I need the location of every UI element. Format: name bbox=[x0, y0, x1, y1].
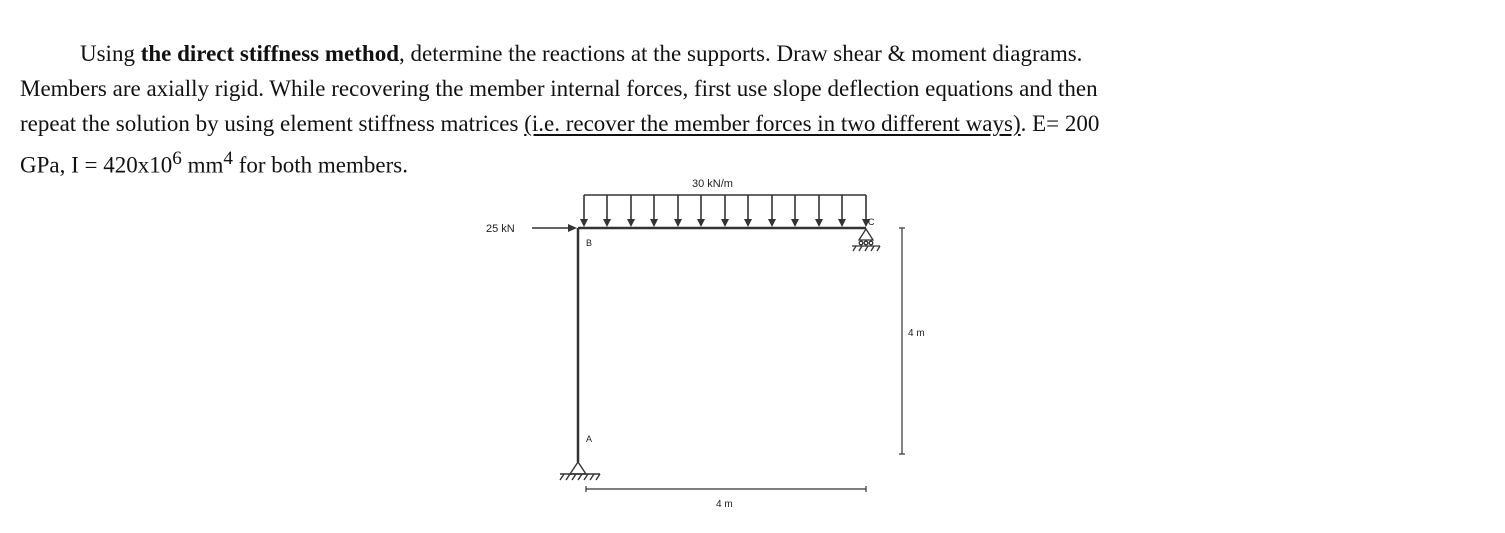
node-b-label: B bbox=[586, 238, 593, 248]
underlined-note: (i.e. recover the member forces in two different ways) bbox=[524, 111, 1021, 136]
span-dimension-label: 4 m bbox=[716, 499, 733, 510]
method-emphasis: the direct stiffness method bbox=[140, 41, 399, 66]
text: repeat the solution by using element stiffness matrices bbox=[20, 111, 525, 136]
text: for both members. bbox=[232, 152, 408, 178]
height-dimension-label: 4 m bbox=[908, 328, 925, 339]
roller-support-c bbox=[852, 229, 880, 251]
height-dimension bbox=[899, 228, 905, 454]
modulus-text: . E= 200 bbox=[1020, 111, 1100, 136]
text: Using bbox=[80, 41, 141, 66]
problem-line-2: Members are axially rigid. While recovering the member internal forces, first use slope deflection equations and then bbox=[20, 76, 1098, 101]
exponent: 4 bbox=[223, 148, 233, 169]
text: GPa, I = 420x10 bbox=[20, 152, 173, 178]
distributed-load bbox=[580, 195, 870, 227]
node-c-label: C bbox=[868, 217, 875, 227]
text: , determine the reactions at the supports. Draw shear & moment diagrams. bbox=[399, 41, 1083, 66]
distributed-load-label: 30 kN/m bbox=[692, 178, 733, 190]
text: mm bbox=[181, 152, 224, 178]
node-a-label: A bbox=[586, 434, 593, 444]
pin-support-a bbox=[560, 462, 600, 480]
point-load-label: 25 kN bbox=[486, 223, 515, 235]
point-load-arrowhead bbox=[568, 224, 577, 232]
exponent: 6 bbox=[172, 148, 182, 169]
span-dimension bbox=[586, 486, 866, 492]
load-arrows bbox=[580, 195, 870, 227]
point-load bbox=[532, 224, 577, 232]
